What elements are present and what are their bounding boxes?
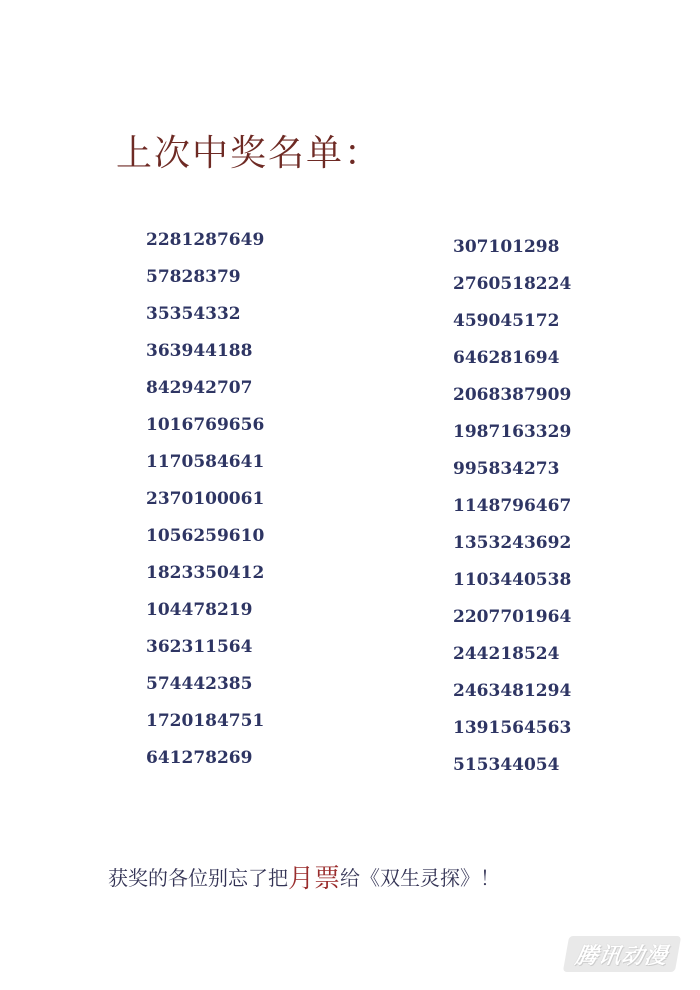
winner-id: 2463481294	[453, 681, 572, 701]
watermark-logo	[563, 936, 681, 972]
winner-id: 646281694	[453, 348, 560, 368]
winner-id: 104478219	[146, 600, 253, 620]
winner-id: 244218524	[453, 644, 560, 664]
winner-id: 842942707	[146, 378, 253, 398]
winner-id: 2760518224	[453, 274, 572, 294]
monthly-ticket-highlight: 月票	[288, 864, 341, 894]
winner-id: 1148796467	[453, 496, 572, 516]
winner-id: 574442385	[146, 674, 253, 694]
winner-id: 1720184751	[146, 711, 265, 731]
winner-id: 515344054	[453, 755, 560, 775]
winner-id: 307101298	[453, 237, 560, 257]
winner-id: 2068387909	[453, 385, 572, 405]
winner-id: 1170584641	[146, 452, 265, 472]
winner-id: 1103440538	[453, 570, 572, 590]
footer-text-before: 获奖的各位别忘了把	[108, 866, 288, 890]
winner-id: 1056259610	[146, 526, 265, 546]
winner-id: 2281287649	[146, 230, 265, 250]
winner-id: 1987163329	[453, 422, 572, 442]
winners-list-left	[146, 229, 264, 784]
winner-id: 362311564	[146, 637, 253, 657]
winners-list-right	[453, 236, 571, 791]
winner-id: 1016769656	[146, 415, 265, 435]
winner-id: 1353243692	[453, 533, 572, 553]
footer-text-after: 给《双生灵探》！	[340, 866, 501, 890]
winner-id: 2370100061	[146, 489, 265, 509]
winner-id: 57828379	[146, 267, 241, 287]
winner-id: 459045172	[453, 311, 560, 331]
winner-id: 1391564563	[453, 718, 572, 738]
winner-id: 641278269	[146, 748, 253, 768]
watermark-text: 腾讯动漫	[573, 943, 670, 969]
footer-reminder	[108, 863, 500, 894]
winner-id: 995834273	[453, 459, 560, 479]
winner-id: 1823350412	[146, 563, 265, 583]
winner-id: 2207701964	[453, 607, 572, 627]
winner-id: 363944188	[146, 341, 253, 361]
page-title: 上次中奖名单：	[116, 133, 383, 175]
winner-id: 35354332	[146, 304, 241, 324]
